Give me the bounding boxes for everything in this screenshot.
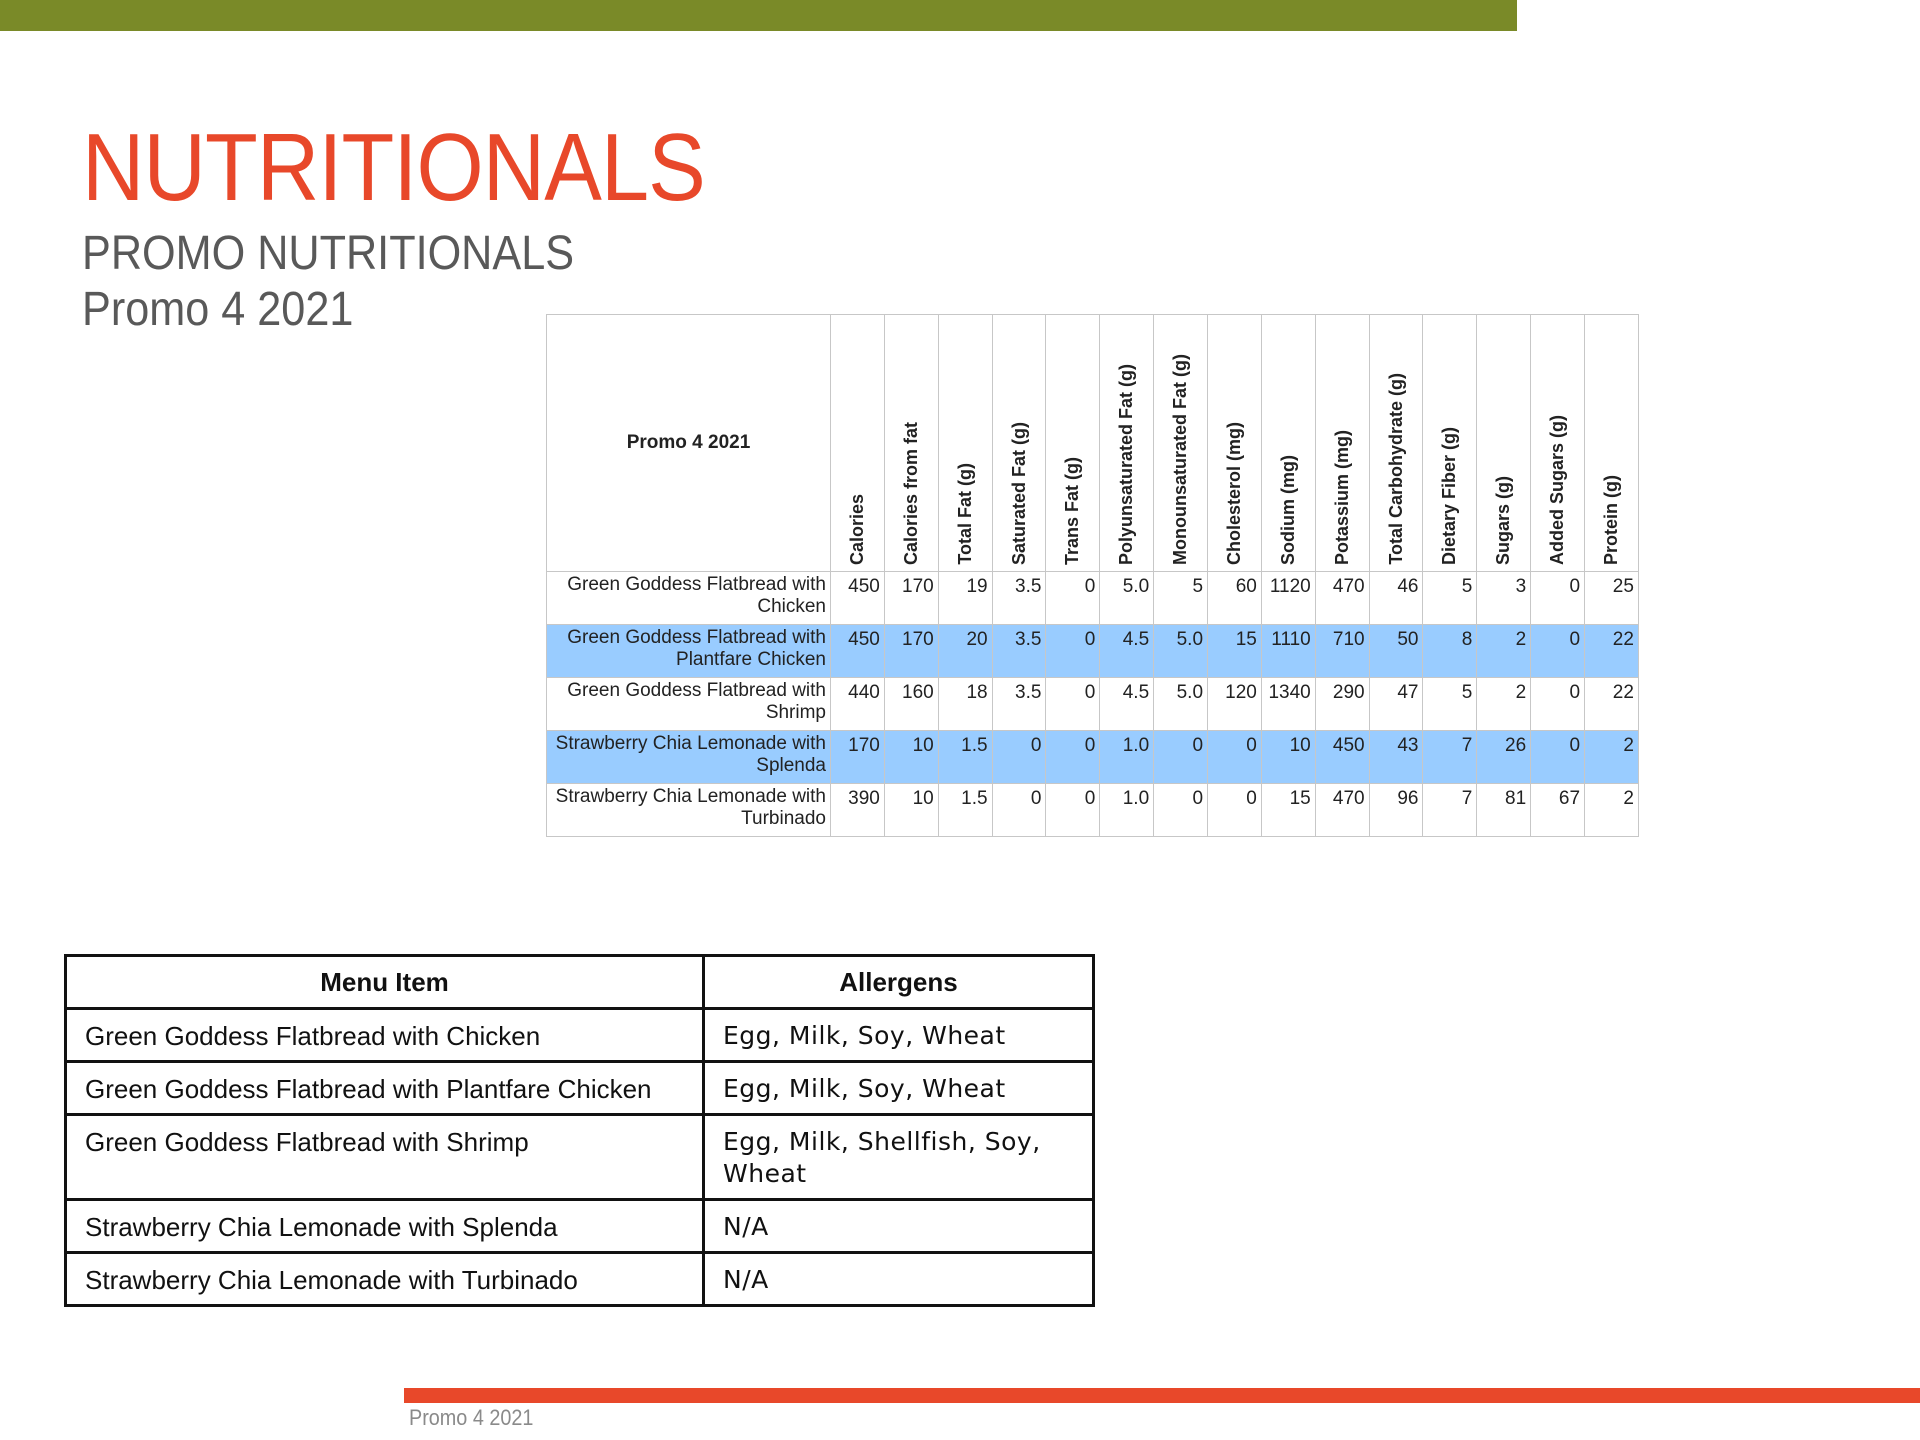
table-cell: 5 xyxy=(1423,572,1477,625)
header-total-fat xyxy=(938,315,992,572)
table-cell: 0 xyxy=(992,784,1046,837)
row-item-name: Green Goddess Flatbread with Plantfare Chicken xyxy=(547,625,831,678)
table-cell: 450 xyxy=(831,572,885,625)
header-total-carbohydrate xyxy=(1369,315,1423,572)
table-cell: 2 xyxy=(1585,731,1639,784)
menu-item-cell: Green Goddess Flatbread with Plantfare Chicken xyxy=(66,1062,704,1115)
allergen-table xyxy=(64,954,1095,1307)
allergen-header-row xyxy=(66,956,1094,1009)
table-cell: 2 xyxy=(1477,678,1531,731)
table-cell: 450 xyxy=(1315,731,1369,784)
table-cell: 5 xyxy=(1154,572,1208,625)
table-cell: 7 xyxy=(1423,731,1477,784)
table-cell: 1.5 xyxy=(938,784,992,837)
table-cell: 1.0 xyxy=(1100,784,1154,837)
table-cell: 440 xyxy=(831,678,885,731)
header-label: Calories from fat xyxy=(900,421,921,565)
table-cell: 10 xyxy=(884,731,938,784)
allergens-cell: Egg, Milk, Soy, Wheat xyxy=(704,1009,1094,1062)
page-title: NUTRITIONALS xyxy=(82,114,705,221)
table-cell: 1110 xyxy=(1261,625,1315,678)
table-cell: 81 xyxy=(1477,784,1531,837)
row-item-name: Green Goddess Flatbread with Chicken xyxy=(547,572,831,625)
header-cholesterol xyxy=(1208,315,1262,572)
table-cell: 0 xyxy=(1531,731,1585,784)
table-cell: 10 xyxy=(884,784,938,837)
header-trans-fat xyxy=(1046,315,1100,572)
table-cell: 1.0 xyxy=(1100,731,1154,784)
header-monounsaturated-fat xyxy=(1154,315,1208,572)
header-protein xyxy=(1585,315,1639,572)
table-cell: 26 xyxy=(1477,731,1531,784)
table-cell: 18 xyxy=(938,678,992,731)
table-cell: 450 xyxy=(831,625,885,678)
table-cell: 0 xyxy=(1208,784,1262,837)
table-cell: 0 xyxy=(1046,572,1100,625)
table-cell: 5.0 xyxy=(1154,625,1208,678)
table-cell: 470 xyxy=(1315,572,1369,625)
header-label: Saturated Fat (g) xyxy=(1008,421,1029,565)
header-label: Dietary Fiber (g) xyxy=(1439,426,1460,565)
table-cell: 43 xyxy=(1369,731,1423,784)
header-potassium xyxy=(1315,315,1369,572)
table-cell: 2 xyxy=(1585,784,1639,837)
table-cell: 3.5 xyxy=(992,625,1046,678)
table-row xyxy=(547,572,1639,625)
nutrition-header-row xyxy=(547,315,1639,572)
table-cell: 0 xyxy=(992,731,1046,784)
table-cell: 8 xyxy=(1423,625,1477,678)
header-label: Protein (g) xyxy=(1600,475,1621,565)
nutrition-table xyxy=(546,314,1639,837)
table-cell: 0 xyxy=(1208,731,1262,784)
header-sodium xyxy=(1261,315,1315,572)
table-cell: 1.5 xyxy=(938,731,992,784)
table-cell: 0 xyxy=(1046,625,1100,678)
table-cell: 0 xyxy=(1531,625,1585,678)
table-cell: 0 xyxy=(1531,678,1585,731)
allergens-cell: Egg, Milk, Soy, Wheat xyxy=(704,1062,1094,1115)
menu-item-cell: Strawberry Chia Lemonade with Splenda xyxy=(66,1200,704,1253)
table-cell: 170 xyxy=(884,625,938,678)
table-cell: 22 xyxy=(1585,625,1639,678)
table-cell: 4.5 xyxy=(1100,678,1154,731)
table-cell: 3.5 xyxy=(992,678,1046,731)
header-dietary-fiber xyxy=(1423,315,1477,572)
table-cell: 170 xyxy=(884,572,938,625)
table-cell: 46 xyxy=(1369,572,1423,625)
table-cell: 0 xyxy=(1046,784,1100,837)
header-label: Calories xyxy=(846,493,867,565)
table-cell: 2 xyxy=(1477,625,1531,678)
table-cell: 0 xyxy=(1531,572,1585,625)
header-label: Monounsaturated Fat (g) xyxy=(1170,354,1191,565)
table-cell: 15 xyxy=(1261,784,1315,837)
table-row xyxy=(66,1009,1094,1062)
table-cell: 3 xyxy=(1477,572,1531,625)
header-label: Sugars (g) xyxy=(1493,475,1514,565)
table-cell: 50 xyxy=(1369,625,1423,678)
promo-label: Promo 4 2021 xyxy=(82,283,354,336)
page-subtitle: PROMO NUTRITIONALS xyxy=(82,227,575,280)
table-cell: 1340 xyxy=(1261,678,1315,731)
table-row xyxy=(66,1253,1094,1306)
table-cell: 22 xyxy=(1585,678,1639,731)
header-label: Added Sugars (g) xyxy=(1547,414,1568,565)
table-row xyxy=(547,678,1639,731)
nutrition-table-corner: Promo 4 2021 xyxy=(547,315,831,572)
table-row xyxy=(66,1200,1094,1253)
header-calories xyxy=(831,315,885,572)
header-label: Potassium (mg) xyxy=(1331,429,1352,565)
table-cell: 7 xyxy=(1423,784,1477,837)
table-row xyxy=(66,1062,1094,1115)
table-cell: 60 xyxy=(1208,572,1262,625)
bottom-accent-bar xyxy=(404,1388,1920,1403)
table-cell: 5 xyxy=(1423,678,1477,731)
table-row xyxy=(547,784,1639,837)
table-cell: 10 xyxy=(1261,731,1315,784)
header-calories-from-fat xyxy=(884,315,938,572)
table-cell: 470 xyxy=(1315,784,1369,837)
table-row xyxy=(66,1115,1094,1200)
table-cell: 120 xyxy=(1208,678,1262,731)
top-accent-bar xyxy=(0,0,1517,31)
table-cell: 0 xyxy=(1154,731,1208,784)
table-cell: 67 xyxy=(1531,784,1585,837)
allergens-cell: N/A xyxy=(704,1200,1094,1253)
table-cell: 170 xyxy=(831,731,885,784)
menu-item-cell: Green Goddess Flatbread with Chicken xyxy=(66,1009,704,1062)
table-cell: 3.5 xyxy=(992,572,1046,625)
table-cell: 19 xyxy=(938,572,992,625)
table-row xyxy=(547,731,1639,784)
table-cell: 0 xyxy=(1046,678,1100,731)
header-saturated-fat xyxy=(992,315,1046,572)
table-cell: 0 xyxy=(1046,731,1100,784)
header-polyunsaturated-fat xyxy=(1100,315,1154,572)
menu-item-cell: Green Goddess Flatbread with Shrimp xyxy=(66,1115,704,1200)
row-item-name: Strawberry Chia Lemonade with Turbinado xyxy=(547,784,831,837)
table-cell: 15 xyxy=(1208,625,1262,678)
table-cell: 1120 xyxy=(1261,572,1315,625)
table-cell: 5.0 xyxy=(1100,572,1154,625)
table-row xyxy=(547,625,1639,678)
table-cell: 710 xyxy=(1315,625,1369,678)
table-cell: 5.0 xyxy=(1154,678,1208,731)
table-cell: 160 xyxy=(884,678,938,731)
header-label: Sodium (mg) xyxy=(1277,455,1298,565)
table-cell: 4.5 xyxy=(1100,625,1154,678)
menu-item-cell: Strawberry Chia Lemonade with Turbinado xyxy=(66,1253,704,1306)
header-label: Total Carbohydrate (g) xyxy=(1385,373,1406,565)
table-cell: 290 xyxy=(1315,678,1369,731)
table-cell: 390 xyxy=(831,784,885,837)
header-label: Trans Fat (g) xyxy=(1062,456,1083,565)
header-label: Polyunsaturated Fat (g) xyxy=(1116,363,1137,565)
allergens-cell: N/A xyxy=(704,1253,1094,1306)
header-label: Cholesterol (mg) xyxy=(1223,421,1244,565)
row-item-name: Green Goddess Flatbread with Shrimp xyxy=(547,678,831,731)
allergens-header: Allergens xyxy=(704,956,1094,1009)
table-cell: 96 xyxy=(1369,784,1423,837)
header-label: Total Fat (g) xyxy=(954,463,975,565)
table-cell: 0 xyxy=(1154,784,1208,837)
menu-item-header: Menu Item xyxy=(66,956,704,1009)
row-item-name: Strawberry Chia Lemonade with Splenda xyxy=(547,731,831,784)
allergens-cell: Egg, Milk, Shellfish, Soy, Wheat xyxy=(704,1115,1094,1200)
table-cell: 20 xyxy=(938,625,992,678)
footer-label: Promo 4 2021 xyxy=(409,1405,534,1430)
header-sugars xyxy=(1477,315,1531,572)
header-added-sugars xyxy=(1531,315,1585,572)
table-cell: 25 xyxy=(1585,572,1639,625)
table-cell: 47 xyxy=(1369,678,1423,731)
